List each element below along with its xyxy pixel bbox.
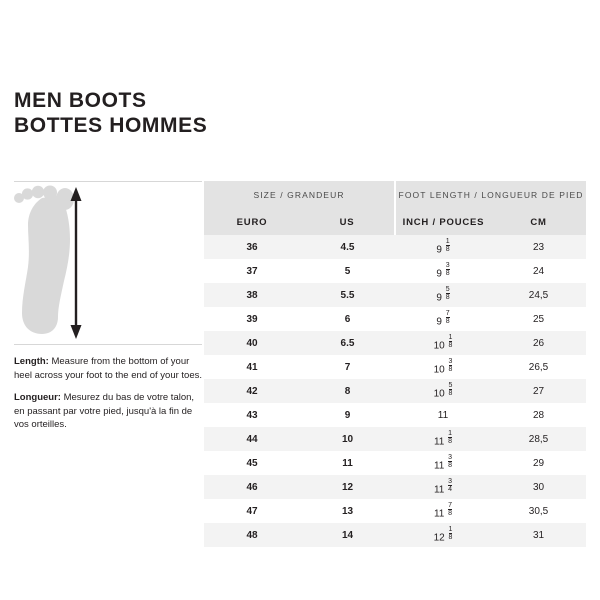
cell-cm: 26,5	[491, 355, 586, 379]
table-group-header-row	[204, 181, 586, 209]
cell-euro: 37	[204, 259, 300, 283]
cell-cm: 23	[491, 235, 586, 259]
cell-us: 7	[300, 355, 395, 379]
instruction-english-label: Length:	[14, 356, 49, 367]
cell-us: 6	[300, 307, 395, 331]
group-header-foot-length: FOOT LENGTH / LONGUEUR DE PIED	[395, 181, 586, 209]
instruction-english	[14, 355, 204, 382]
cell-us: 12	[300, 475, 395, 499]
group-header-size: SIZE / GRANDEUR	[204, 181, 395, 209]
cell-euro: 36	[204, 235, 300, 259]
column-header-euro: EURO	[204, 209, 300, 235]
foot-illustration	[14, 181, 202, 345]
cell-cm: 26	[491, 331, 586, 355]
instruction-french-text: Mesurez du bas de votre talon, en passant par votre pied, jusqu'à la fin de vos orteilles.	[14, 392, 195, 430]
cell-cm: 25	[491, 307, 586, 331]
instruction-french	[14, 391, 204, 432]
cell-cm: 28,5	[491, 427, 586, 451]
cell-euro: 38	[204, 283, 300, 307]
cell-cm: 31	[491, 523, 586, 547]
table-row	[204, 427, 586, 451]
cell-inch: 11 $\frac{1}{8}$	[395, 427, 491, 451]
cell-euro: 41	[204, 355, 300, 379]
table-column-header-row	[204, 209, 586, 235]
divider-top	[14, 181, 202, 182]
cell-cm: 30	[491, 475, 586, 499]
foot-outline-icon	[14, 185, 202, 341]
cell-cm: 24	[491, 259, 586, 283]
table-body	[204, 235, 586, 547]
cell-cm: 29	[491, 451, 586, 475]
table-row	[204, 355, 586, 379]
cell-inch: 12 $\frac{1}{8}$	[395, 523, 491, 547]
cell-us: 4.5	[300, 235, 395, 259]
cell-us: 9	[300, 403, 395, 427]
cell-euro: 45	[204, 451, 300, 475]
cell-us: 5.5	[300, 283, 395, 307]
cell-us: 10	[300, 427, 395, 451]
table-head	[204, 181, 586, 235]
table-row	[204, 259, 586, 283]
cell-inch: 10 $\frac{3}{8}$	[395, 355, 491, 379]
column-header-cm: CM	[491, 209, 586, 235]
page-title	[14, 88, 414, 138]
cell-euro: 43	[204, 403, 300, 427]
table-row	[204, 307, 586, 331]
cell-us: 5	[300, 259, 395, 283]
table-row	[204, 403, 586, 427]
table-row	[204, 283, 586, 307]
cell-cm: 24,5	[491, 283, 586, 307]
cell-cm: 30,5	[491, 499, 586, 523]
cell-us: 11	[300, 451, 395, 475]
table-row	[204, 475, 586, 499]
table-row	[204, 451, 586, 475]
cell-euro: 46	[204, 475, 300, 499]
table-row	[204, 523, 586, 547]
cell-euro: 40	[204, 331, 300, 355]
title-english: MEN BOOTS	[14, 89, 147, 112]
instruction-english-text: Measure from the bottom of your heel across your foot to the end of your toes.	[14, 356, 203, 381]
cell-inch: 11	[395, 403, 491, 427]
cell-inch: 9 $\frac{3}{8}$	[395, 259, 491, 283]
cell-euro: 39	[204, 307, 300, 331]
cell-euro: 47	[204, 499, 300, 523]
table-row	[204, 499, 586, 523]
cell-inch: 10 $\frac{1}{8}$	[395, 331, 491, 355]
cell-inch: 10 $\frac{5}{8}$	[395, 379, 491, 403]
cell-inch: 11 $\frac{3}{8}$	[395, 451, 491, 475]
size-table-container	[204, 181, 586, 547]
table-row	[204, 235, 586, 259]
cell-us: 6.5	[300, 331, 395, 355]
cell-us: 8	[300, 379, 395, 403]
cell-euro: 48	[204, 523, 300, 547]
cell-inch: 11 $\frac{7}{8}$	[395, 499, 491, 523]
measure-illustration-column	[14, 181, 202, 441]
column-header-inch: INCH / POUCES	[395, 209, 491, 235]
cell-inch: 11 $\frac{3}{4}$	[395, 475, 491, 499]
cell-inch: 9 $\frac{1}{8}$	[395, 235, 491, 259]
title-french: BOTTES HOMMES	[14, 114, 208, 137]
cell-euro: 42	[204, 379, 300, 403]
cell-inch: 9 $\frac{7}{8}$	[395, 307, 491, 331]
column-header-us: US	[300, 209, 395, 235]
cell-cm: 28	[491, 403, 586, 427]
size-table	[204, 181, 586, 547]
cell-euro: 44	[204, 427, 300, 451]
divider-bottom	[14, 344, 202, 345]
cell-cm: 27	[491, 379, 586, 403]
cell-inch: 9 $\frac{5}{8}$	[395, 283, 491, 307]
table-row	[204, 379, 586, 403]
instruction-french-label: Longueur:	[14, 392, 61, 403]
cell-us: 13	[300, 499, 395, 523]
length-measure-arrow	[71, 187, 82, 339]
table-row	[204, 331, 586, 355]
cell-us: 14	[300, 523, 395, 547]
measure-instructions	[14, 355, 204, 432]
